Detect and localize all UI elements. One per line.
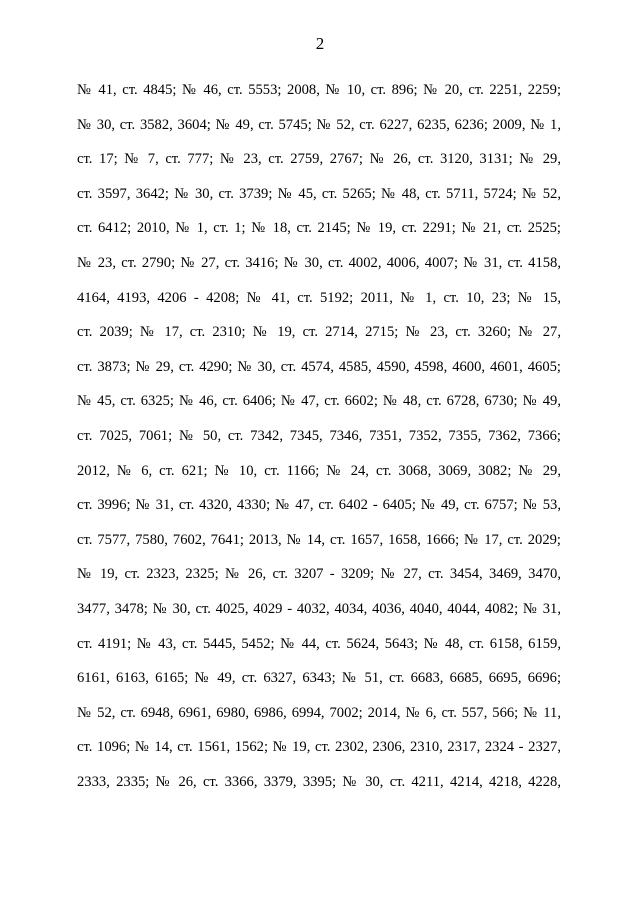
text-line: ст. 7577, 7580, 7602, 7641; 2013, № 14, ст. 1657, 1658, 1666; № 17, ст. 2029; <box>77 531 561 548</box>
text-line: ст. 3597, 3642; № 30, ст. 3739; № 45, ст. 5265; № 48, ст. 5711, 5724; № 52, <box>77 185 561 202</box>
text-line: ст. 17; № 7, ст. 777; № 23, ст. 2759, 2767; № 26, ст. 3120, 3131; № 29, <box>77 151 561 168</box>
text-line: № 30, ст. 3582, 3604; № 49, ст. 5745; № 52, ст. 6227, 6235, 6236; 2009, № 1, <box>77 116 561 133</box>
text-line: № 23, ст. 2790; № 27, ст. 3416; № 30, ст. 4002, 4006, 4007; № 31, ст. 4158, <box>77 254 561 271</box>
text-line: ст. 3996; № 31, ст. 4320, 4330; № 47, ст. 6402 - 6405; № 49, ст. 6757; № 53, <box>77 497 561 514</box>
document-body <box>77 80 561 806</box>
text-line: 2012, № 6, ст. 621; № 10, ст. 1166; № 24, ст. 3068, 3069, 3082; № 29, <box>77 462 561 479</box>
text-line: 3477, 3478; № 30, ст. 4025, 4029 - 4032, 4034, 4036, 4040, 4044, 4082; № 31, <box>77 600 561 617</box>
text-line: ст. 1096; № 14, ст. 1561, 1562; № 19, ст. 2302, 2306, 2310, 2317, 2324 - 2327, <box>77 739 561 756</box>
text-line: ст. 3873; № 29, ст. 4290; № 30, ст. 4574, 4585, 4590, 4598, 4600, 4601, 4605; <box>77 358 561 375</box>
text-line: № 45, ст. 6325; № 46, ст. 6406; № 47, ст. 6602; № 48, ст. 6728, 6730; № 49, <box>77 393 561 410</box>
text-line: 2333, 2335; № 26, ст. 3366, 3379, 3395; № 30, ст. 4211, 4214, 4218, 4228, <box>77 773 561 790</box>
text-line: 4164, 4193, 4206 - 4208; № 41, ст. 5192; 2011, № 1, ст. 10, 23; № 15, <box>77 289 561 306</box>
text-line: № 52, ст. 6948, 6961, 6980, 6986, 6994, 7002; 2014, № 6, ст. 557, 566; № 11, <box>77 704 561 721</box>
text-line: ст. 2039; № 17, ст. 2310; № 19, ст. 2714, 2715; № 23, ст. 3260; № 27, <box>77 324 561 341</box>
text-line: ст. 4191; № 43, ст. 5445, 5452; № 44, ст. 5624, 5643; № 48, ст. 6158, 6159, <box>77 635 561 652</box>
page-number: 2 <box>315 34 325 53</box>
text-line: ст. 7025, 7061; № 50, ст. 7342, 7345, 7346, 7351, 7352, 7355, 7362, 7366; <box>77 427 561 444</box>
text-line: № 41, ст. 4845; № 46, ст. 5553; 2008, № 10, ст. 896; № 20, ст. 2251, 2259; <box>77 82 561 98</box>
text-line: ст. 6412; 2010, № 1, ст. 1; № 18, ст. 2145; № 19, ст. 2291; № 21, ст. 2525; <box>77 220 561 237</box>
text-line: № 19, ст. 2323, 2325; № 26, ст. 3207 - 3209; № 27, ст. 3454, 3469, 3470, <box>77 566 561 583</box>
text-line: 6161, 6163, 6165; № 49, ст. 6327, 6343; № 51, ст. 6683, 6685, 6695, 6696; <box>77 670 561 687</box>
